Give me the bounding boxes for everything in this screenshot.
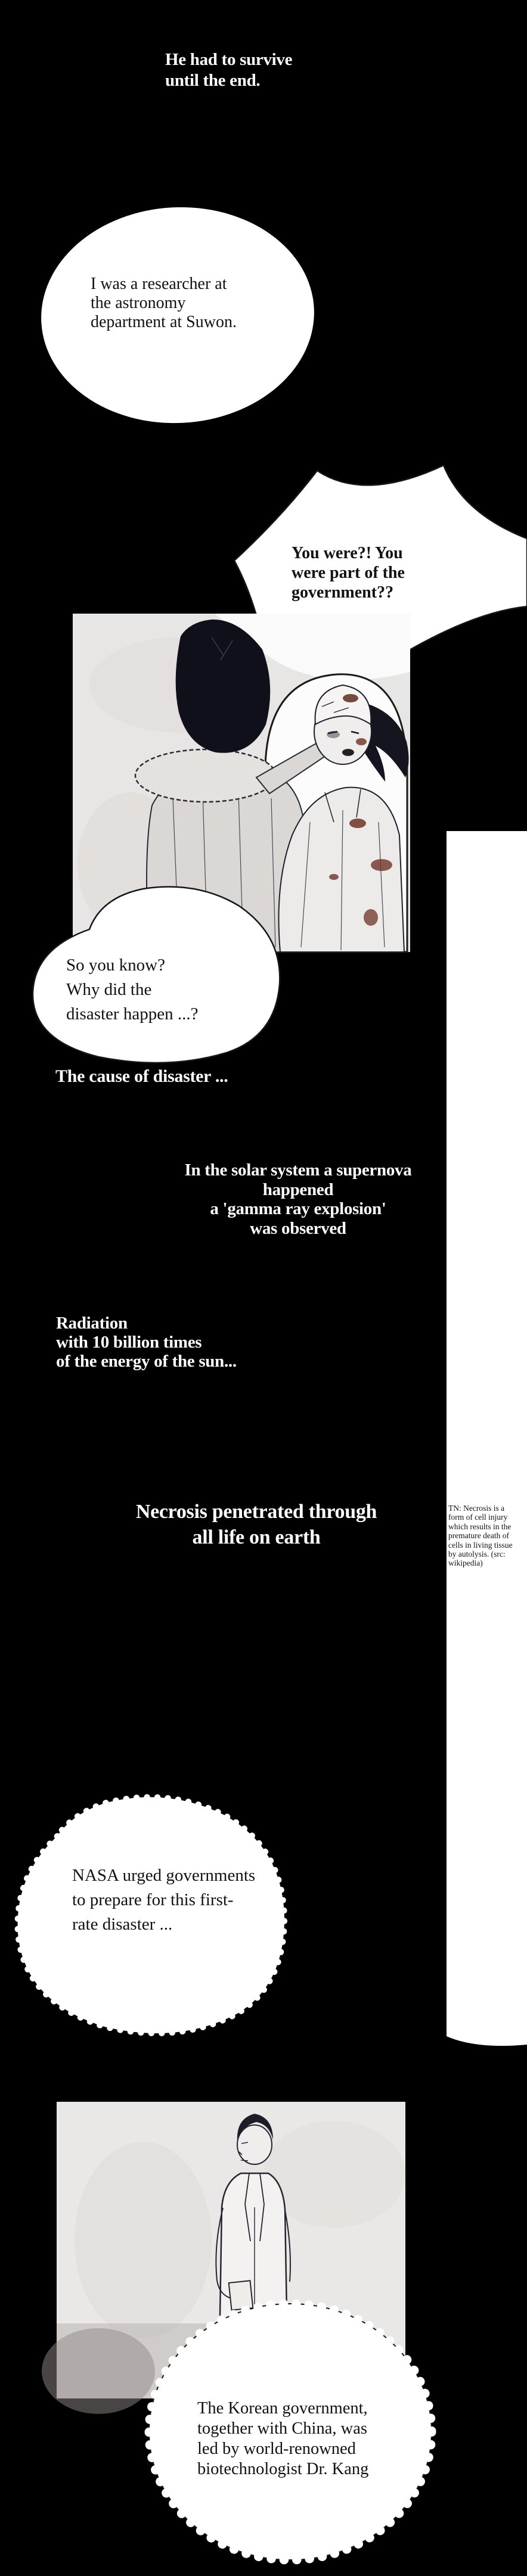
bubble-line: the astronomy xyxy=(91,294,186,312)
narration-radiation xyxy=(56,1314,237,1371)
narration-line: with 10 billion times xyxy=(56,1333,202,1352)
note-line: wikipedia) xyxy=(448,1558,483,1568)
narration-cause xyxy=(55,1066,228,1087)
bubble-line: were part of the xyxy=(292,564,405,582)
narration-line: Radiation xyxy=(56,1314,128,1333)
translator-note-text xyxy=(448,1504,513,1568)
speech-bubble-korean-gov-text xyxy=(197,2398,368,2479)
narration-line: a 'gamma ray explosion' xyxy=(210,1199,386,1218)
note-line: premature death of xyxy=(448,1531,509,1541)
speech-bubble-you-were-text xyxy=(292,543,405,602)
intro-caption xyxy=(165,49,292,91)
caption-line: He had to survive xyxy=(165,50,293,69)
narration-line: all life on earth xyxy=(192,1526,321,1548)
narration-supernova xyxy=(155,1161,441,1238)
bubble-line: to prepare for this first- xyxy=(72,1890,234,1909)
bubble-line: disaster happen ...? xyxy=(66,1004,199,1023)
bubble-line: So you know? xyxy=(66,956,165,975)
bubble-line: led by world-renowned xyxy=(197,2440,356,2458)
note-line: cells in living tissue xyxy=(448,1540,513,1550)
note-line: which results in the xyxy=(448,1522,512,1531)
speech-bubble-researcher-text xyxy=(91,275,237,332)
bubble-line: rate disaster ... xyxy=(72,1915,173,1934)
bubble-line: government?? xyxy=(292,583,394,602)
bubble-line: You were?! You xyxy=(292,544,403,562)
caption-line: until the end. xyxy=(165,71,261,90)
narration-line: In the solar system a supernova xyxy=(184,1161,412,1180)
note-line: TN: Necrosis is a xyxy=(448,1504,505,1513)
note-line: form of cell injury xyxy=(448,1513,508,1522)
bubble-line: Why did the xyxy=(66,980,152,999)
narration-line: The cause of disaster ... xyxy=(55,1066,228,1086)
bubble-line: I was a researcher at xyxy=(91,275,227,293)
speech-bubble-nasa-text xyxy=(72,1863,255,1937)
bubble-line: together with China, was xyxy=(197,2419,367,2438)
translator-note-column xyxy=(447,831,527,2046)
speech-bubble-so-you-know-text xyxy=(66,953,198,1026)
bubble-line: NASA urged governments xyxy=(72,1866,256,1885)
narration-line: of the energy of the sun... xyxy=(56,1352,237,1371)
bubble-line: biotechnologist Dr. Kang xyxy=(197,2460,369,2478)
narration-necrosis xyxy=(95,1499,417,1550)
bubble-line: department at Suwon. xyxy=(91,313,237,331)
narration-line: was observed xyxy=(250,1218,346,1238)
narration-line: happened xyxy=(262,1180,334,1199)
note-line: by autolysis. (src: xyxy=(448,1550,506,1559)
bubble-line: The Korean government, xyxy=(197,2399,368,2418)
narration-line: Necrosis penetrated through xyxy=(135,1501,377,1523)
